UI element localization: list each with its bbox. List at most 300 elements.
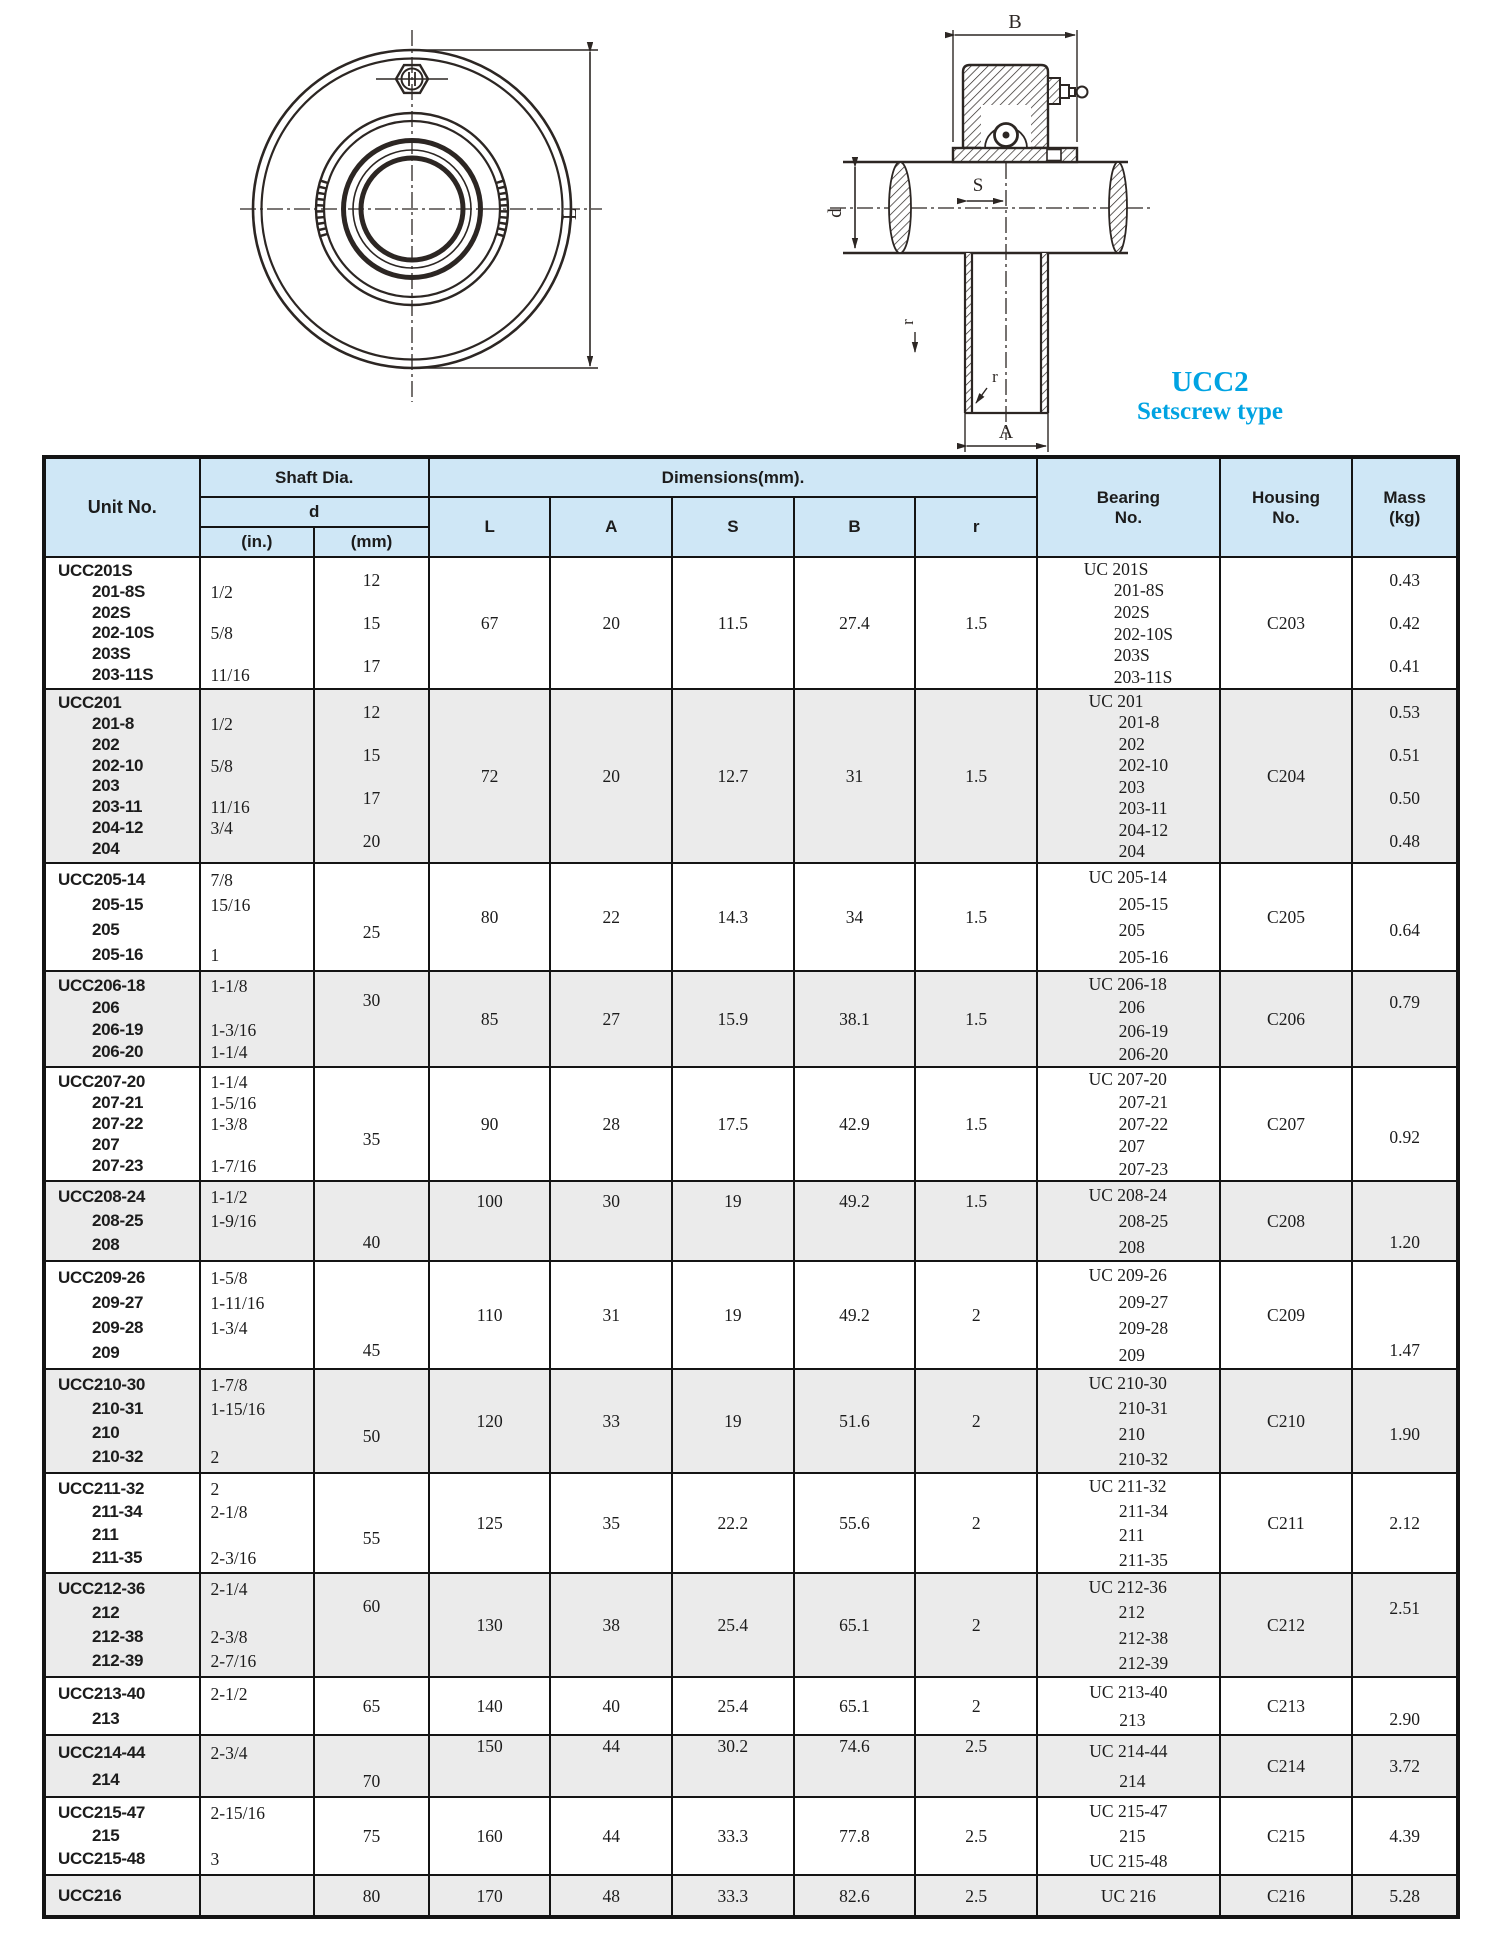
header-housing-no (1220, 457, 1353, 557)
text-line: 2-1/4 (210, 1579, 248, 1599)
dim-a-cell (550, 1573, 672, 1677)
dim-b-label: B (1008, 11, 1022, 33)
text-line (211, 920, 215, 940)
value: 0.42 (1389, 612, 1420, 633)
dim-l-cell-stack (430, 864, 550, 970)
text-line: 2-7/16 (210, 1651, 257, 1671)
unit-no-cell (44, 1875, 200, 1917)
shaft-dia-mm-cell (314, 1677, 429, 1735)
text-line: 207 (1118, 1136, 1145, 1157)
value: 2.12 (1389, 1513, 1420, 1533)
shaft-dia-mm-cell (314, 971, 429, 1067)
value: 50 (362, 1425, 381, 1446)
mass-cell (1352, 1573, 1458, 1677)
bearing-no-cell (1037, 1473, 1220, 1573)
bearing-lines (1084, 558, 1173, 688)
dim-s-cell-stack (673, 690, 793, 862)
dim-a-cell-stack (551, 690, 671, 862)
table-row (44, 557, 1458, 689)
dim-a-cell (550, 1735, 672, 1797)
value: 42.9 (839, 1114, 870, 1134)
text-line: 205 (92, 919, 120, 939)
value: 0.41 (1389, 656, 1420, 677)
dim-r-cell-stack (916, 972, 1036, 1066)
shaft-dia-in-cell (200, 689, 315, 863)
value: 0.50 (1389, 787, 1420, 808)
value: 1.5 (965, 1114, 988, 1134)
text-line: 202-10 (92, 755, 144, 775)
value: 1.5 (965, 1190, 988, 1211)
dim-b-cell (794, 863, 916, 971)
dim-r-cell-stack (916, 1370, 1036, 1472)
bearing-box (1038, 1370, 1219, 1472)
table-row (44, 1473, 1458, 1573)
dim-b-cell (794, 557, 916, 689)
mass-cell (1352, 1067, 1458, 1181)
housing-no-cell (1220, 1067, 1353, 1181)
shaft-dia-in-cell-lines (201, 690, 314, 862)
shaft-dia-mm-cell-stack (315, 1068, 428, 1180)
header-bearing-no (1037, 457, 1220, 557)
dim-s-label: S (972, 175, 984, 196)
value: 20 (362, 830, 381, 851)
header-mass-line1: Mass (1383, 487, 1426, 507)
dim-r-cell-stack (916, 690, 1036, 862)
unit-no-cell (44, 557, 200, 689)
text-line: 207-23 (92, 1156, 144, 1176)
shaft-dia-mm-cell (314, 1797, 429, 1875)
dim-a-cell (550, 971, 672, 1067)
bearing-no-cell (1037, 1181, 1220, 1261)
dim-s-cell-stack (673, 1574, 793, 1676)
shaft-dia-in-cell-lines (201, 558, 314, 688)
text-line: UCC201S (58, 561, 133, 581)
value: 120 (476, 1411, 503, 1431)
dim-r-cell (915, 971, 1037, 1067)
dim-a-cell-stack (551, 1876, 671, 1915)
table-row (44, 689, 1458, 863)
shaft-dia-in-cell-lines (201, 864, 314, 970)
value: C212 (1267, 1615, 1305, 1635)
text-line: UC 205-14 (1088, 867, 1167, 888)
text-line: 204 (1118, 841, 1145, 862)
value: 65.1 (839, 1615, 870, 1635)
unit-no-cell-lines (46, 558, 199, 688)
dim-b-cell (794, 1573, 916, 1677)
bearing-box (1038, 1068, 1219, 1180)
header-dim-a: A (550, 497, 672, 557)
bearing-box (1038, 558, 1219, 688)
dim-r-cell-stack (916, 558, 1036, 688)
header-dim-s: S (672, 497, 794, 557)
value: 15 (362, 744, 381, 765)
value: 150 (476, 1735, 503, 1756)
text-line: UC 209-26 (1088, 1265, 1167, 1286)
mass-cell (1352, 557, 1458, 689)
value: 17 (362, 787, 381, 808)
housing-no-cell (1220, 1735, 1353, 1797)
text-line: 1-1/2 (210, 1187, 248, 1207)
value: 35 (602, 1513, 621, 1533)
header-mm: (mm) (314, 527, 429, 557)
dim-s-cell (672, 1735, 794, 1797)
housing-no-cell (1220, 1797, 1353, 1875)
shaft-dia-in-cell (200, 1797, 315, 1875)
unit-no-cell-lines (46, 1370, 199, 1472)
value: 130 (476, 1615, 503, 1635)
text-line: 1-7/16 (210, 1156, 257, 1177)
text-line: UCC209-26 (58, 1267, 146, 1287)
text-line (211, 1525, 215, 1545)
text-line: 1-15/16 (210, 1399, 265, 1419)
dim-s-cell-stack (673, 558, 793, 688)
dim-a-cell-stack (551, 1262, 671, 1368)
dim-s-cell (672, 1369, 794, 1473)
dim-s-cell-stack (673, 972, 793, 1066)
text-line: UCC210-30 (58, 1375, 146, 1394)
text-line: 204 (92, 838, 120, 858)
text-line: UCC211-32 (58, 1478, 145, 1498)
unit-no-cell (44, 1677, 200, 1735)
value: C204 (1267, 766, 1305, 786)
text-line: UCC201 (58, 693, 122, 713)
mass-cell (1352, 1181, 1458, 1261)
text-line (211, 735, 215, 755)
value: 20 (602, 613, 621, 633)
shaft-dia-mm-cell-stack (315, 1736, 428, 1796)
text-line: 1 (210, 944, 220, 965)
dim-b-cell (794, 1677, 916, 1735)
dim-l-cell-stack (430, 1736, 550, 1796)
mass-cell-stack (1353, 1574, 1456, 1676)
bearing-no-cell (1037, 1735, 1220, 1797)
dim-b-cell-stack (795, 1182, 915, 1260)
dim-l-cell-stack (430, 972, 550, 1066)
text-line: 1-1/4 (210, 1071, 248, 1092)
bearing-lines (1089, 1068, 1169, 1180)
unit-no-cell (44, 1797, 200, 1875)
value: 1.5 (965, 766, 988, 786)
text-line: UCC213-40 (58, 1683, 146, 1703)
mass-cell (1352, 971, 1458, 1067)
dim-a-cell-stack (551, 1370, 671, 1472)
dim-r-cell-stack (916, 1736, 1036, 1796)
value: 11.5 (717, 613, 748, 633)
text-line: 210-32 (92, 1447, 144, 1466)
value: 2 (971, 1696, 981, 1716)
value: C207 (1267, 1114, 1305, 1134)
dim-s-cell-stack (673, 1474, 793, 1572)
text-line: 205 (1118, 920, 1145, 941)
value: 31 (602, 1305, 621, 1325)
text-line: 7/8 (210, 869, 233, 890)
dim-s-cell-stack (673, 1736, 793, 1796)
dim-s-cell (672, 863, 794, 971)
value: 2.51 (1389, 1597, 1420, 1618)
dim-b-cell-stack (795, 1876, 915, 1915)
shaft-dia-mm-cell (314, 1369, 429, 1473)
shaft-dia-in-cell-lines (201, 1370, 314, 1472)
shaft-dia-in-cell-lines (201, 1876, 314, 1915)
shaft-dia-in-cell-lines (201, 1262, 314, 1368)
text-line: 211 (1118, 1525, 1145, 1546)
value: 25.4 (717, 1615, 749, 1635)
value: 17.5 (717, 1114, 749, 1134)
dim-b-cell-stack (795, 1678, 915, 1734)
text-line: 203 (92, 776, 120, 796)
shaft-dia-mm-cell-stack (315, 1182, 428, 1260)
housing-no-cell (1220, 1181, 1353, 1261)
dim-s-cell (672, 1677, 794, 1735)
text-line: 212-38 (1118, 1627, 1169, 1648)
dim-b-cell-stack (795, 1068, 915, 1180)
value: 35 (362, 1128, 381, 1149)
text-line: 2-3/16 (210, 1547, 257, 1568)
value: 33 (602, 1411, 621, 1431)
bearing-box (1038, 1262, 1219, 1368)
dim-r2-label: r (992, 367, 998, 386)
housing-no-cell (1220, 1473, 1353, 1573)
unit-no-cell-lines (46, 972, 199, 1066)
bearing-lines (1089, 1574, 1169, 1676)
text-line: 2 (210, 1478, 220, 1499)
dim-b-cell-stack (795, 690, 915, 862)
text-line: 203-11 (92, 797, 143, 817)
value: C216 (1267, 1885, 1305, 1906)
text-line: 212 (92, 1603, 120, 1622)
text-line: 206-20 (92, 1042, 144, 1061)
text-line: UC 208-24 (1088, 1185, 1167, 1205)
value: 15 (362, 612, 381, 633)
value: 51.6 (839, 1411, 870, 1431)
shaft-dia-mm-cell-stack (315, 1876, 428, 1915)
header-housing-line1: Housing (1251, 487, 1320, 507)
dim-l-cell (429, 1369, 551, 1473)
setscrew-hex-icon (376, 65, 448, 93)
dim-b-cell (794, 1735, 916, 1797)
text-line: 207 (92, 1135, 120, 1155)
bearing-no-cell (1037, 1261, 1220, 1369)
shaft-dia-mm-cell-stack (315, 1370, 428, 1472)
mass-cell-stack (1353, 1182, 1456, 1260)
dim-l-cell (429, 1261, 551, 1369)
text-line: 15/16 (210, 894, 251, 915)
value: C209 (1267, 1305, 1305, 1325)
value: 60 (362, 1595, 381, 1616)
unit-no-cell (44, 1369, 200, 1473)
text-line: UCC215-47 (58, 1802, 146, 1822)
text-line: 2-1/2 (210, 1683, 248, 1704)
dim-s-cell (672, 1473, 794, 1573)
value: C208 (1267, 1211, 1305, 1231)
bearing-box (1038, 1574, 1219, 1676)
bearing-lines (1089, 1370, 1169, 1472)
text-line: 205-15 (1118, 893, 1169, 914)
text-line: 210-31 (1118, 1398, 1169, 1419)
value: 0.92 (1389, 1127, 1420, 1148)
value: 110 (476, 1305, 503, 1325)
text-line: 202-10S (92, 623, 155, 643)
dim-a-cell-stack (551, 864, 671, 970)
unit-no-cell (44, 863, 200, 971)
mass-cell-stack (1353, 972, 1456, 1066)
dim-l-cell (429, 689, 551, 863)
unit-no-cell-lines (46, 1182, 199, 1260)
bearing-box (1038, 1678, 1219, 1734)
dim-s-cell-stack (673, 1876, 793, 1915)
housing-no-cell (1220, 1369, 1353, 1473)
unit-no-cell (44, 1261, 200, 1369)
housing-no-cell-stack (1221, 1068, 1352, 1180)
housing-no-cell-stack (1221, 1370, 1352, 1472)
unit-no-cell-lines (46, 1474, 199, 1572)
header-dim-l: L (429, 497, 551, 557)
table-row (44, 1261, 1458, 1369)
dim-s-cell (672, 557, 794, 689)
value: C211 (1267, 1513, 1305, 1533)
text-line: UCC206-18 (58, 976, 146, 995)
bearing-box (1038, 1182, 1219, 1260)
header-dim-r: r (915, 497, 1037, 557)
text-line: UC 212-36 (1088, 1576, 1167, 1597)
value: 33.3 (717, 1885, 749, 1906)
value: 77.8 (839, 1826, 870, 1846)
text-line: 211-34 (1118, 1500, 1168, 1521)
bearing-lines (1089, 1678, 1167, 1734)
mass-cell (1352, 1473, 1458, 1573)
mass-cell-stack (1353, 1798, 1456, 1874)
value: 3.72 (1389, 1756, 1420, 1776)
value: C214 (1267, 1756, 1305, 1776)
text-line: 2-1/8 (210, 1501, 248, 1522)
mass-cell-stack (1353, 1736, 1456, 1796)
dim-b-cell-stack (795, 1370, 915, 1472)
dim-b-cell (794, 971, 916, 1067)
header-bearing-line1: Bearing (1096, 487, 1161, 507)
value: 38.1 (839, 1009, 870, 1029)
text-line (211, 693, 215, 713)
table-row (44, 1797, 1458, 1875)
header-mass-line2: (kg) (1389, 507, 1421, 527)
value: 2.90 (1389, 1709, 1420, 1730)
dim-a-cell-stack (551, 1474, 671, 1572)
text-line: UC 201 (1088, 690, 1144, 711)
mass-cell-stack (1353, 558, 1456, 688)
housing-no-cell (1220, 971, 1353, 1067)
value: 55.6 (839, 1513, 870, 1533)
shaft-dia-mm-cell-stack (315, 972, 428, 1066)
text-line: 208 (92, 1235, 120, 1254)
text-line (211, 998, 215, 1018)
text-line: 3/4 (210, 817, 233, 838)
dim-l-cell-stack (430, 1574, 550, 1676)
shaft-dia-mm-cell-stack (315, 1262, 428, 1368)
dim-r-cell-stack (916, 1068, 1036, 1180)
value: 2 (971, 1411, 981, 1431)
shaft-dia-in-cell (200, 557, 315, 689)
dim-s-cell-stack (673, 864, 793, 970)
dim-r-cell (915, 1473, 1037, 1573)
dim-a-cell (550, 863, 672, 971)
text-line: 1-3/8 (210, 1113, 248, 1134)
shaft-dia-in-cell (200, 1735, 315, 1797)
mass-cell-stack (1353, 864, 1456, 970)
dim-a-cell-stack (551, 1798, 671, 1874)
dim-a-cell (550, 1677, 672, 1735)
dim-r-cell-stack (916, 864, 1036, 970)
value: 48 (602, 1885, 621, 1906)
dim-r-cell-stack (916, 1678, 1036, 1734)
dim-r-cell (915, 1181, 1037, 1261)
text-line: 209-28 (1118, 1318, 1169, 1339)
housing-no-cell-stack (1221, 690, 1352, 862)
text-line: 215 (1119, 1825, 1146, 1846)
dim-a-cell (550, 689, 672, 863)
value: 49.2 (839, 1190, 870, 1211)
shaft-dia-in-cell-lines (201, 1736, 314, 1796)
table-row (44, 971, 1458, 1067)
header-unit-no: Unit No. (44, 457, 200, 557)
text-line: 209-27 (92, 1292, 144, 1312)
text-line: 202-10 (1118, 755, 1169, 776)
bearing-no-cell (1037, 1067, 1220, 1181)
shaft-dia-in-cell (200, 1261, 315, 1369)
ball-center (1003, 132, 1010, 139)
shaft-dia-in-cell-lines (201, 1798, 314, 1874)
text-line: 211-35 (92, 1547, 143, 1567)
text-line: UC 215-47 (1089, 1800, 1168, 1821)
value: 1.5 (965, 1009, 988, 1029)
text-line: 209-27 (1118, 1291, 1169, 1312)
text-line: 207-23 (1118, 1158, 1169, 1179)
unit-no-cell-lines (46, 690, 199, 862)
unit-no-cell-lines (46, 1798, 199, 1874)
value: 0.43 (1389, 569, 1420, 590)
text-line: 203-11S (92, 664, 154, 684)
dim-r1-label: r (898, 319, 917, 325)
shaft-dia-mm-cell (314, 1261, 429, 1369)
housing-no-cell (1220, 863, 1353, 971)
bearing-no-cell (1037, 863, 1220, 971)
text-line: UC 207-20 (1088, 1069, 1167, 1090)
text-line: 204-12 (1118, 819, 1169, 840)
front-view-drawing (228, 16, 620, 418)
series-model: UCC2 (1171, 366, 1249, 398)
value: 1.5 (965, 907, 988, 927)
dim-a-cell (550, 1875, 672, 1917)
value: 125 (476, 1513, 503, 1533)
mass-cell-stack (1353, 1370, 1456, 1472)
dim-l-cell (429, 1181, 551, 1261)
unit-no-cell (44, 1573, 200, 1677)
shaft-dia-mm-cell (314, 863, 429, 971)
value: 0.79 (1389, 991, 1420, 1012)
bearing-box (1038, 1798, 1219, 1874)
shaft-dia-in-cell-lines (201, 1678, 314, 1734)
dim-s-cell (672, 1067, 794, 1181)
unit-no-cell-lines (46, 1262, 199, 1368)
text-line: 1-1/4 (210, 1042, 248, 1062)
value: 31 (845, 766, 864, 786)
shaft-dia-in-cell (200, 863, 315, 971)
header-bearing-line2: No. (1114, 507, 1143, 527)
dim-l-cell-stack (430, 1876, 550, 1915)
dim-b-cell (794, 689, 916, 863)
text-line: UCC212-36 (58, 1579, 146, 1598)
dim-s-cell (672, 1573, 794, 1677)
mass-cell-stack (1353, 1262, 1456, 1368)
text-line: 201-8 (1118, 712, 1160, 733)
